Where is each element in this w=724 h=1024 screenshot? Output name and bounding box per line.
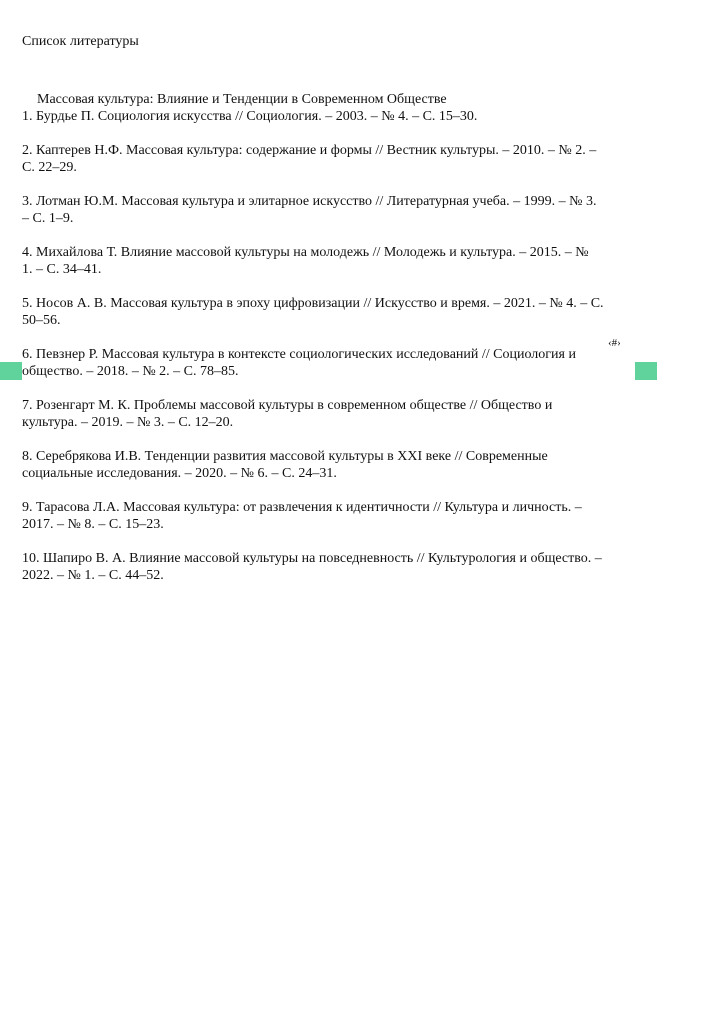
- reference-line: 9. Тарасова Л.А. Массовая культура: от развлечения к идентичности // Культура и личность. –: [22, 500, 582, 515]
- document-title: Массовая культура: Влияние и Тенденции в Современном Обществе: [37, 92, 447, 107]
- reference-line: 2. Каптерев Н.Ф. Массовая культура: содержание и формы // Вестник культуры. – 2010. – № 2. –: [22, 143, 597, 158]
- reference-item: [22, 448, 628, 482]
- reference-line: С. 22–29.: [22, 160, 77, 175]
- reference-line: 5. Носов А. В. Массовая культура в эпоху цифровизации // Искусство и время. – 2021. – № 4. – С.: [22, 296, 604, 311]
- reference-list: [22, 108, 628, 584]
- reference-line: 1. – С. 34–41.: [22, 262, 102, 277]
- reference-line: 3. Лотман Ю.М. Массовая культура и элитарное искусство // Литературная учеба. – 1999. – № 3.: [22, 194, 597, 209]
- reference-line: общество. – 2018. – № 2. – С. 78–85.: [22, 364, 239, 379]
- reference-item: [22, 244, 628, 278]
- reference-line: 1. Бурдье П. Социология искусства // Социология. – 2003. – № 4. – С. 15–30.: [22, 109, 478, 124]
- reference-line: – С. 1–9.: [22, 211, 74, 226]
- reference-item: [22, 295, 628, 329]
- reference-line: 4. Михайлова Т. Влияние массовой культуры на молодежь // Молодежь и культура. – 2015. – №: [22, 245, 589, 260]
- reference-line: 6. Певзнер Р. Массовая культура в контексте социологических исследований // Социология и: [22, 347, 576, 362]
- reference-line: социальные исследования. – 2020. – № 6. – С. 24–31.: [22, 466, 337, 481]
- page-number-marker: ‹#›: [608, 337, 621, 349]
- reference-item: [22, 193, 628, 227]
- reference-item: [22, 108, 628, 125]
- section-heading: Список литературы: [22, 34, 139, 49]
- reference-line: 2017. – № 8. – С. 15–23.: [22, 517, 164, 532]
- reference-line: 10. Шапиро В. А. Влияние массовой культуры на повседневность // Культурология и общество. –: [22, 551, 602, 566]
- reference-line: культура. – 2019. – № 3. – С. 12–20.: [22, 415, 234, 430]
- reference-line: 2022. – № 1. – С. 44–52.: [22, 568, 164, 583]
- reference-line: 8. Серебрякова И.В. Тенденции развития массовой культуры в XXI веке // Современные: [22, 449, 548, 464]
- reference-line: 7. Розенгарт М. К. Проблемы массовой культуры в современном обществе // Общество и: [22, 398, 553, 413]
- reference-line: 50–56.: [22, 313, 61, 328]
- reference-item: [22, 142, 628, 176]
- reference-item: [22, 550, 628, 584]
- reference-item: [22, 397, 628, 431]
- right-margin-marker: [635, 362, 657, 380]
- reference-item: [22, 346, 628, 380]
- reference-item: [22, 499, 628, 533]
- left-margin-marker: [0, 362, 22, 380]
